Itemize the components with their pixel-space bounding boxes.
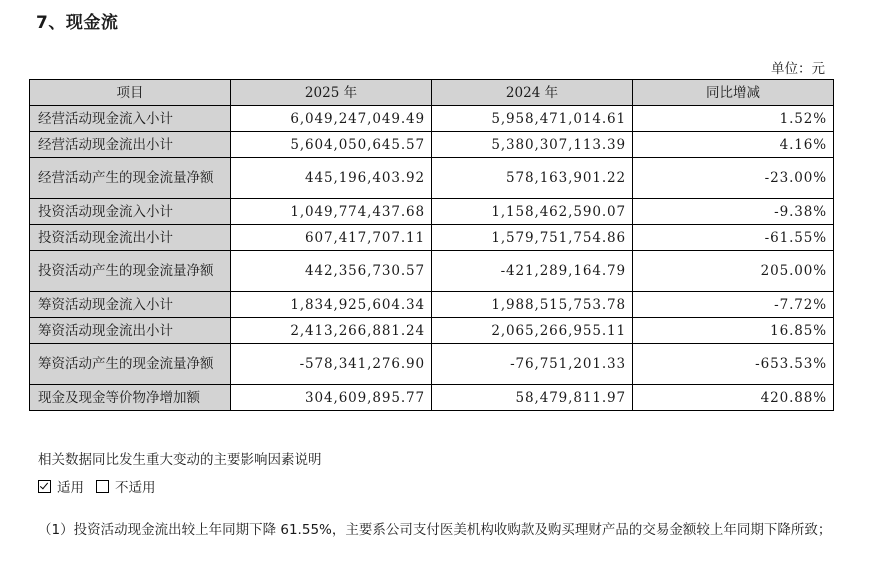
row-value-2024: -421,289,164.79: [432, 251, 633, 292]
row-item-label: 投资活动现金流入小计: [30, 199, 231, 225]
row-item-label: 经营活动现金流入小计: [30, 106, 231, 132]
row-item-label: 现金及现金等价物净增加额: [30, 385, 231, 411]
row-change: -9.38%: [633, 199, 834, 225]
row-change: 16.85%: [633, 318, 834, 344]
table-row: [30, 199, 834, 225]
table-row: [30, 158, 834, 199]
row-item-label: 筹资活动产生的现金流量净额: [30, 344, 231, 385]
header-2025: 2025 年: [231, 80, 432, 106]
not-applicable-checkbox[interactable]: [96, 480, 109, 493]
row-change: 1.52%: [633, 106, 834, 132]
table-row: [30, 292, 834, 318]
header-2024: 2024 年: [432, 80, 633, 106]
row-change: -7.72%: [633, 292, 834, 318]
row-value-2024: 1,579,751,754.86: [432, 225, 633, 251]
applicable-label: 适用: [57, 480, 84, 496]
table-row: [30, 318, 834, 344]
row-value-2024: 5,380,307,113.39: [432, 132, 633, 158]
header-change: 同比增减: [633, 80, 834, 106]
row-value-2024: 2,065,266,955.11: [432, 318, 633, 344]
row-value-2025: 445,196,403.92: [231, 158, 432, 199]
row-change: -653.53%: [633, 344, 834, 385]
row-value-2024: 5,958,471,014.61: [432, 106, 633, 132]
row-item-label: 经营活动现金流出小计: [30, 132, 231, 158]
row-value-2025: -578,341,276.90: [231, 344, 432, 385]
header-item: 项目: [30, 80, 231, 106]
applicability-options: [38, 476, 164, 496]
row-value-2024: 58,479,811.97: [432, 385, 633, 411]
row-change: 4.16%: [633, 132, 834, 158]
row-change: -61.55%: [633, 225, 834, 251]
explanation-paragraph: （1）投资活动现金流出较上年同期下降 61.55%，主要系公司支付医美机构收购款及购买理财产品的交易金额较上年同期下降所致；: [38, 522, 832, 538]
row-change: 420.88%: [633, 385, 834, 411]
table-row: [30, 251, 834, 292]
row-value-2025: 2,413,266,881.24: [231, 318, 432, 344]
table-row: [30, 344, 834, 385]
row-change: 205.00%: [633, 251, 834, 292]
row-value-2025: 5,604,050,645.57: [231, 132, 432, 158]
table-row: [30, 225, 834, 251]
row-value-2024: -76,751,201.33: [432, 344, 633, 385]
row-item-label: 投资活动产生的现金流量净额: [30, 251, 231, 292]
row-value-2025: 442,356,730.57: [231, 251, 432, 292]
row-value-2025: 304,609,895.77: [231, 385, 432, 411]
row-value-2024: 1,988,515,753.78: [432, 292, 633, 318]
table-body: [30, 106, 834, 411]
change-factors-note: 相关数据同比发生重大变动的主要影响因素说明: [38, 452, 322, 468]
row-value-2025: 607,417,707.11: [231, 225, 432, 251]
table-header-row: [30, 80, 834, 106]
not-applicable-label: 不适用: [115, 480, 156, 496]
row-item-label: 筹资活动现金流出小计: [30, 318, 231, 344]
row-item-label: 筹资活动现金流入小计: [30, 292, 231, 318]
table-row: [30, 132, 834, 158]
row-change: -23.00%: [633, 158, 834, 199]
applicable-checkbox[interactable]: [38, 480, 51, 493]
unit-label: 单位：元: [771, 61, 825, 77]
row-value-2025: 1,834,925,604.34: [231, 292, 432, 318]
cash-flow-table: [29, 79, 834, 411]
row-value-2024: 578,163,901.22: [432, 158, 633, 199]
table-row: [30, 385, 834, 411]
table-row: [30, 106, 834, 132]
row-value-2025: 6,049,247,049.49: [231, 106, 432, 132]
row-item-label: 经营活动产生的现金流量净额: [30, 158, 231, 199]
row-item-label: 投资活动现金流出小计: [30, 225, 231, 251]
row-value-2024: 1,158,462,590.07: [432, 199, 633, 225]
row-value-2025: 1,049,774,437.68: [231, 199, 432, 225]
section-title: 7、现金流: [36, 13, 119, 33]
